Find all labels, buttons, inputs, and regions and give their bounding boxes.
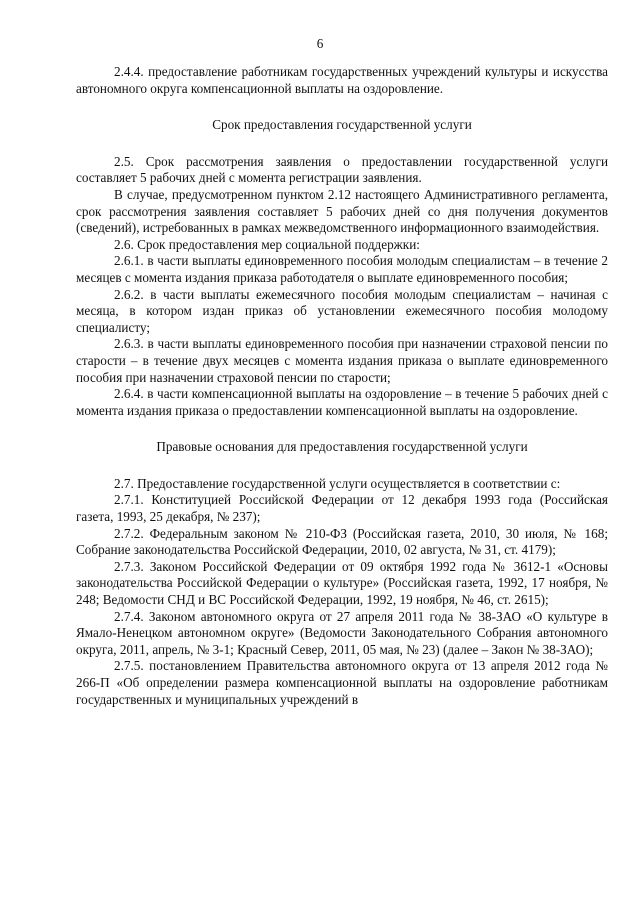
paragraph-2-7: 2.7. Предоставление государственной услуги осуществляется в соответствии с: [114,475,561,491]
paragraph-2-5-case: В случае, предусмотренном пунктом 2.12 настоящего Административного регламента, срок рассмотрения заявления составляет 5 рабочих дней со дня получения документов (сведений), истребованных в рамках межведомственного информационного взаимодействия. [76,186,608,236]
section-heading-legal-basis: Правовые основания для предоставления государственной услуги [156,439,528,455]
page-number: 6 [316,36,324,51]
paragraph-2-6-2: 2.6.2. в части выплаты ежемесячного пособия молодым специалистам – начиная с месяца, в котором издан приказ об установлении ежемесячного пособия молодому специалисту; [76,286,608,335]
paragraph-2-5: 2.5. Срок рассмотрения заявления о предоставлении государственной услуги составляет 5 рабочих дней с момента регистрации заявления. [76,153,608,186]
paragraph-2-6-3: 2.6.3. в части выплаты единовременного пособия при назначении страховой пенсии по старости – в течение двух месяцев с момента издания приказа о выплате единовременного пособия при назначении страховой пенсии по старости; [76,336,608,385]
paragraph-2-7-4: 2.7.4. Законом автономного округа от 27 апреля 2011 года № 38-ЗАО «О культуре в Ямало-Ненецком автономном округе» (Ведомости Законодательного Собрания автономного округа, 2011, апрель, № 3-1; Красный Север, 2011, 05 мая, № 23) (далее – Закон № 38-ЗАО); [76,608,608,657]
paragraph-2-6-4: 2.6.4. в части компенсационной выплаты на оздоровление – в течение 5 рабочих дней с момента издания приказа о предоставлении компенсационной выплаты на оздоровление. [76,386,608,418]
paragraph-2-7-5: 2.7.5. постановлением Правительства автономного округа от 13 апреля 2012 года № 266-П «Об определении размера компенсационной выплаты на оздоровление работникам государственных и муниципальных учреждений в [76,658,608,707]
paragraph-2-6-1: 2.6.1. в части выплаты единовременного пособия молодым специалистам – в течение 2 месяцев с момента издания приказа работодателя о выплате единовременного пособия; [76,253,608,285]
document-body [76,64,608,708]
paragraph-2-7-2: 2.7.2. Федеральным законом № 210-ФЗ (Российская газета, 2010, 30 июля, № 168; Собрание законодательства Российской Федерации, 2010, 02 августа, № 31, ст. 4179); [76,525,608,558]
paragraph-2-6: 2.6. Срок предоставления мер социальной поддержки: [114,236,420,252]
section-heading-term: Срок предоставления государственной услуги [212,117,472,133]
paragraph-2-4-4: 2.4.4. предоставление работникам государственных учреждений культуры и искусства автономного округа компенсационной выплаты на оздоровление. [76,64,608,96]
paragraph-2-7-3: 2.7.3. Законом Российской Федерации от 09 октября 1992 года № 3612-1 «Основы законодательства Российской Федерации о культуре» (Российская газета, 1992, 17 ноября, № 248; Ведомости СНД и ВС Российской Федерации, 1992, 19 ноября, № 46, ст. 2615); [76,558,608,608]
paragraph-2-7-1: 2.7.1. Конституцией Российской Федерации от 12 декабря 1993 года (Российская газета, 1993, 25 декабря, № 237); [76,492,608,525]
